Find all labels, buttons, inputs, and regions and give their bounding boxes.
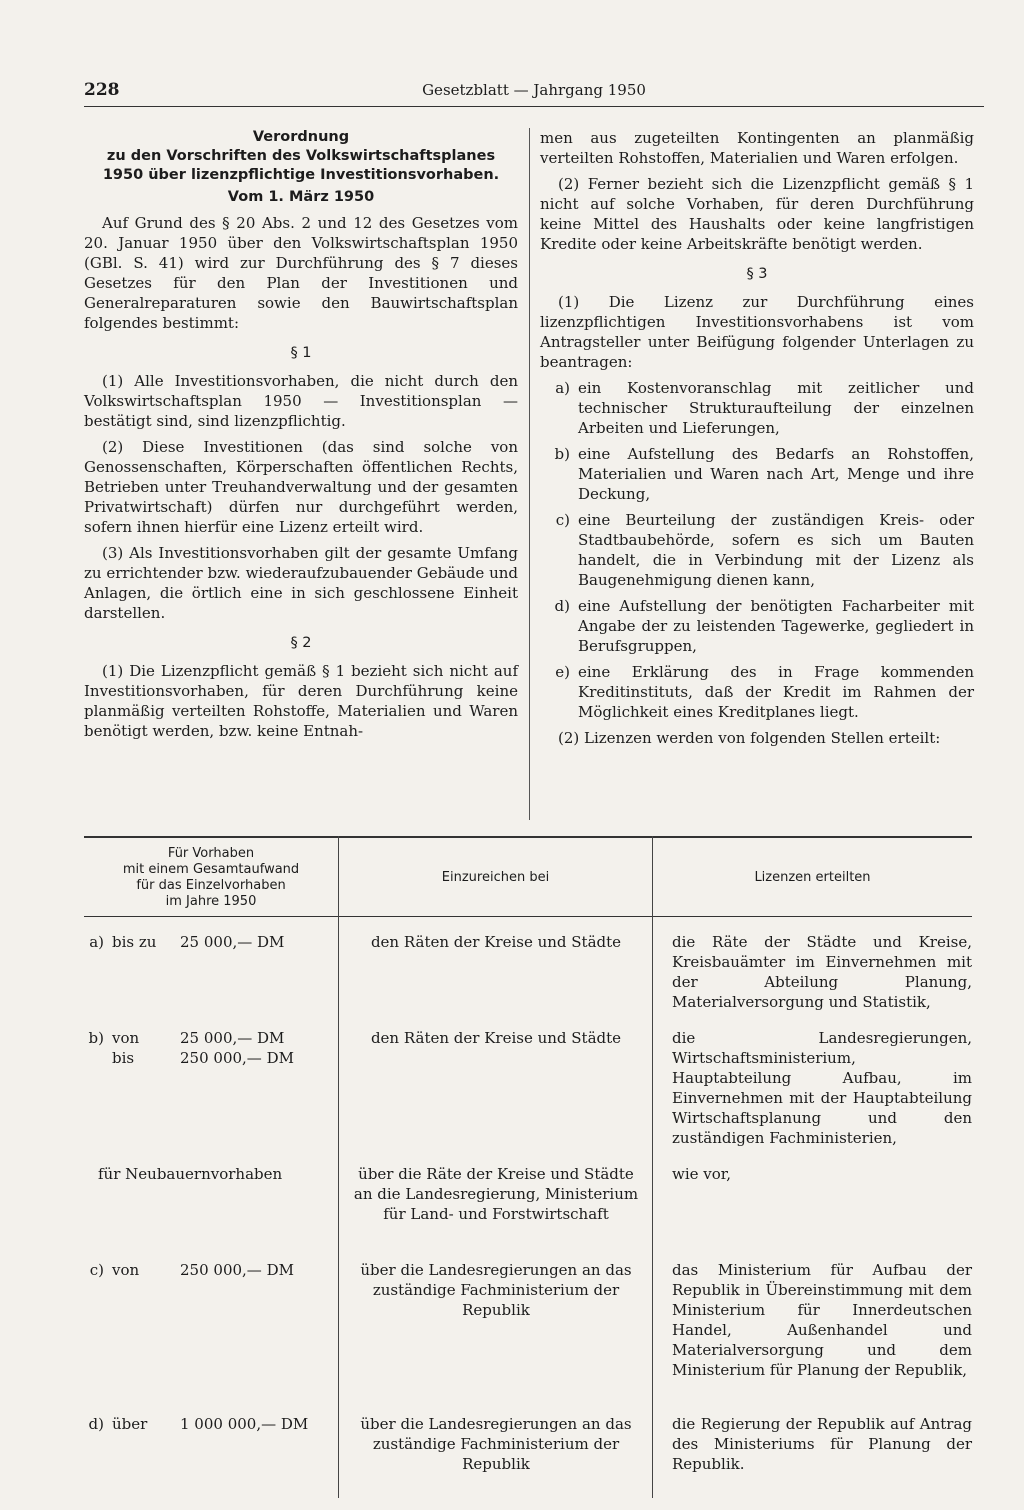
- row-range-word: über: [112, 1415, 148, 1433]
- amount-cell: [84, 1260, 332, 1280]
- issued-by-cell: die Landesregierungen, Wirtschaftsministerium, Hauptabteilung Aufbau, im Einvernehmen mit der Hauptabteilung Wirtschaftsplanung und den zuständigen Fachministerien,: [672, 1029, 972, 1147]
- list-item: [540, 444, 974, 504]
- row-range-word: bis zu: [112, 933, 157, 951]
- row-marker: a): [89, 933, 104, 951]
- left-column: [84, 128, 518, 747]
- table-column-rule: [652, 836, 653, 1498]
- section-3-paragraph-2: (2) Lizenzen werden von folgenden Stellen erteilt:: [558, 729, 941, 747]
- submit-to-cell: den Räten der Kreise und Städte: [370, 933, 622, 951]
- row-amount: 250 000,— DM: [180, 1049, 294, 1067]
- row-range-word: von: [112, 1261, 140, 1279]
- header-amount-line: mit einem Gesamtaufwand: [122, 862, 300, 877]
- submit-to-cell: über die Landesregierungen an das zuständige Fachministerium der Republik: [360, 1415, 632, 1473]
- list-item: [540, 510, 974, 590]
- table-header-rule: [84, 916, 972, 917]
- decree-title-1: Verordnung: [252, 129, 350, 145]
- section-2-paragraph-1-continued: men aus zugeteilten Kontingenten an planmäßig verteilten Rohstoffen, Materialien und Waren erfolgen.: [540, 129, 974, 167]
- header-amount: [84, 842, 338, 914]
- section-1-paragraph-1: (1) Alle Investitionsvorhaben, die nicht durch den Volkswirtschaftsplan 1950 — Investitionsplan — bestätigt sind, sind lizenzpflichtig.: [84, 372, 518, 430]
- issued-by-cell: die Räte der Städte und Kreise, Kreisbauämter im Einvernehmen mit der Abteilung Planung, Materialversorgung und Statistik,: [672, 933, 972, 1011]
- section-2-heading: § 2: [290, 635, 312, 651]
- section-1-heading: § 1: [290, 345, 312, 361]
- section-3-paragraph-1: (1) Die Lizenz zur Durchführung eines lizenzpflichtigen Investitionsvorhabens ist vom Antragsteller unter Beifügung folgender Unterlagen zu beantragen:: [540, 293, 974, 371]
- row-marker: c): [89, 1261, 104, 1279]
- header-issued-by: Lizenzen erteilten: [754, 870, 871, 885]
- list-item: [540, 378, 974, 438]
- section-2-paragraph-2: (2) Ferner bezieht sich die Lizenzpflicht gemäß § 1 nicht auf solche Vorhaben, für deren Durchführung keine Mittel des Haushalts oder keine langfristigen Kredite oder keine Arbeitskräfte benötigt werden.: [540, 175, 974, 253]
- list-text: eine Erklärung des in Frage kommenden Kreditinstituts, daß der Kredit im Rahmen der Möglichkeit eines Kreditplanes liegt.: [578, 663, 974, 721]
- section-3-heading: § 3: [746, 266, 768, 282]
- header-amount-line: Für Vorhaben: [167, 846, 255, 861]
- row-amount: 1 000 000,— DM: [180, 1415, 309, 1433]
- section-1-paragraph-3: (3) Als Investitionsvorhaben gilt der gesamte Umfang zu errichtender bzw. wiederaufzubauender Gebäude und Anlagen, die örtlich eine in sich geschlossene Einheit darstellen.: [84, 544, 518, 622]
- list-text: eine Beurteilung der zuständigen Kreis- oder Stadtbaubehörde, sofern es sich um Bauten handelt, die in Verbindung mit der Lizenz als Baugenehmigung dienen kann,: [578, 511, 974, 589]
- submit-to-cell: den Räten der Kreise und Städte: [370, 1029, 622, 1047]
- header-submit-to: Einzureichen bei: [441, 870, 550, 885]
- list-text: eine Aufstellung des Bedarfs an Rohstoffen, Materialien und Waren nach Art, Menge und ihre Deckung,: [578, 445, 974, 503]
- row-amount: 25 000,— DM: [180, 933, 285, 951]
- list-marker: a): [555, 379, 570, 397]
- list-marker: b): [554, 445, 570, 463]
- row-range-word: von: [112, 1029, 140, 1047]
- row-range-word: bis: [112, 1049, 135, 1067]
- amount-cell: für Neubauernvorhaben: [98, 1165, 283, 1183]
- right-column: [540, 128, 974, 754]
- section-2-paragraph-1: (1) Die Lizenzpflicht gemäß § 1 bezieht sich nicht auf Investitionsvorhaben, für deren Durchführung keine planmäßig verteilten Rohstoffe, Materialien und Waren benötigt werden, bzw. keine Entnah-: [84, 662, 518, 740]
- header-amount-line: im Jahre 1950: [165, 894, 257, 909]
- row-marker: d): [88, 1415, 104, 1433]
- row-marker: b): [88, 1029, 104, 1047]
- issued-by-cell: wie vor,: [672, 1165, 732, 1183]
- gazette-title: Gesetzblatt — Jahrgang 1950: [422, 81, 646, 99]
- amount-cell: [84, 1414, 332, 1434]
- list-marker: c): [555, 511, 570, 529]
- page-number: 228: [84, 80, 120, 100]
- page-header: [84, 80, 984, 107]
- list-marker: d): [554, 597, 570, 615]
- amount-cell: [84, 1028, 332, 1068]
- header-amount-line: für das Einzelvorhaben: [136, 878, 286, 893]
- decree-title-2: zu den Vorschriften des Volkswirtschaftsplanes: [106, 148, 496, 164]
- list-item: [540, 662, 974, 722]
- list-text: eine Aufstellung der benötigten Facharbeiter mit Angabe der zu leistenden Tagewerke, gegliedert in Berufsgruppen,: [578, 597, 974, 655]
- decree-date: Vom 1. März 1950: [227, 189, 375, 205]
- submit-to-cell: über die Landesregierungen an das zuständige Fachministerium der Republik: [360, 1261, 632, 1319]
- list-text: ein Kostenvoranschlag mit zeitlicher und technischer Strukturaufteilung der einzelnen Arbeiten und Lieferungen,: [578, 379, 974, 437]
- submit-to-cell: über die Räte der Kreise und Städte an die Landesregierung, Ministerium für Land- und Forstwirtschaft: [353, 1165, 639, 1223]
- row-amount: 25 000,— DM: [180, 1029, 285, 1047]
- list-marker: e): [555, 663, 570, 681]
- section-1-paragraph-2: (2) Diese Investitionen (das sind solche von Genossenschaften, Körperschaften öffentlichen Rechts, Betrieben unter Treuhandverwaltung und der gesamten Privatwirtschaft) dürfen nur durchgeführt werden, sofern ihnen hierfür eine Lizenz erteilt wird.: [84, 438, 518, 536]
- list-item: [540, 596, 974, 656]
- table-top-rule: [84, 836, 972, 838]
- decree-title-3: 1950 über lizenzpflichtige Investitionsvorhaben.: [102, 167, 500, 183]
- issued-by-cell: die Regierung der Republik auf Antrag des Ministeriums für Planung der Republik.: [672, 1415, 972, 1473]
- amount-cell: [84, 932, 332, 952]
- row-amount: 250 000,— DM: [180, 1261, 294, 1279]
- issued-by-cell: das Ministerium für Aufbau der Republik in Übereinstimmung mit dem Ministerium für Innerdeutschen Handel, Außenhandel und Materialversorgung und dem Ministerium für Planung der Republik,: [672, 1261, 972, 1379]
- preamble: Auf Grund des § 20 Abs. 2 und 12 des Gesetzes vom 20. Januar 1950 über den Volkswirtschaftsplan 1950 (GBl. S. 41) wird zur Durchführung des § 7 dieses Gesetzes für den Plan der Investitionen und Generalreparaturen sowie den Bauwirtschaftsplan folgendes bestimmt:: [84, 214, 518, 332]
- column-divider: [529, 128, 530, 820]
